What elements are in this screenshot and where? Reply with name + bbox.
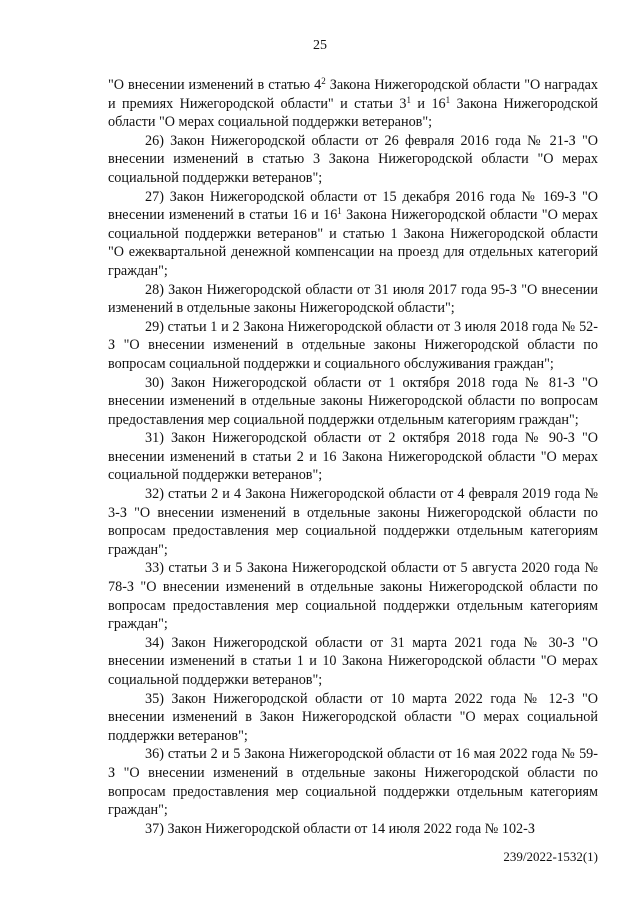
- text-run: 28) Закон Нижегородской области от 31 июля 2017 года 95-З "О внесении изменений в отдельные законы Нижегородской области";: [108, 281, 598, 317]
- paragraph: [108, 374, 598, 430]
- text-run: 34) Закон Нижегородской области от 31 марта 2021 года № 30-З "О внесении изменений в статьи 1 и 10 Закона Нижегородской области "О мерах социальной поддержки ветеранов";: [108, 634, 598, 688]
- document-body: [108, 76, 598, 838]
- paragraph: [108, 820, 598, 839]
- paragraph: [108, 559, 598, 633]
- text-run: 31) Закон Нижегородской области от 2 октября 2018 года № 90-З "О внесении изменений в статьи 2 и 16 Закона Нижегородской области "О мерах социальной поддержки ветеранов";: [108, 430, 598, 484]
- paragraph: [108, 745, 598, 819]
- text-run: Закона Нижегородской области "О мерах социальной поддержки ветеранов";: [108, 95, 598, 131]
- text-run: 30) Закон Нижегородской области от 1 октября 2018 года № 81-З "О внесении изменений в отдельные законы Нижегородской области по вопросам предоставления мер социальной поддержки отдельным категориям граждан";: [108, 374, 598, 428]
- superscript: 1: [406, 94, 412, 105]
- text-run: 29) статьи 1 и 2 Закона Нижегородской области от 3 июля 2018 года № 52-З "О внесении изменений в отдельные законы Нижегородской области по вопросам социальной поддержки и социального обслуживания граждан";: [108, 318, 598, 372]
- paragraph: [108, 634, 598, 690]
- page-number: 25: [313, 38, 327, 53]
- text-run: 37) Закон Нижегородской области от 14 июля 2022 года № 102-З: [145, 820, 535, 837]
- text-run: 26) Закон Нижегородской области от 26 февраля 2016 года № 21-З "О внесении изменений в статью 3 Закона Нижегородской области "О мерах социальной поддержки ветеранов";: [108, 132, 598, 186]
- text-run: "О внесении изменений в статью 4: [108, 77, 322, 93]
- paragraph: [108, 76, 598, 132]
- document-code: 239/2022-1532(1): [503, 849, 598, 864]
- paragraph: [108, 281, 598, 318]
- text-run: Закона Нижегородской области "О мерах социальной поддержки ветеранов" и статью 1 Закона Нижегородской области "О ежеквартальной денежной компенсации на проезд для отдельных категорий граждан";: [108, 207, 598, 279]
- text-run: 32) статьи 2 и 4 Закона Нижегородской области от 4 февраля 2019 года № 3-З "О внесении изменений в отдельные законы Нижегородской области по вопросам предоставления мер социальной поддержки отдельным категориям граждан";: [108, 486, 598, 558]
- superscript: 1: [445, 94, 451, 105]
- text-run: 33) статьи 3 и 5 Закона Нижегородской области от 5 августа 2020 года № 78-З "О внесении изменений в отдельные законы Нижегородской области по вопросам предоставления мер социальной поддержки отдельным категориям граждан";: [108, 560, 598, 633]
- text-run: Закона Нижегородской области "О наградах и премиях Нижегородской области" и статьи 3: [108, 77, 598, 112]
- superscript: 1: [337, 206, 342, 217]
- text-run: и 16: [411, 95, 446, 112]
- text-run: 35) Закон Нижегородской области от 10 марта 2022 года № 12-З "О внесении изменений в Закон Нижегородской области "О мерах социальной поддержки ветеранов";: [108, 690, 598, 744]
- paragraph: [108, 429, 598, 485]
- paragraph: [108, 690, 598, 746]
- superscript: 2: [321, 76, 326, 86]
- paragraph: [108, 485, 598, 559]
- paragraph: [108, 188, 598, 281]
- paragraph: [108, 318, 598, 374]
- text-run: 36) статьи 2 и 5 Закона Нижегородской области от 16 мая 2022 года № 59-З "О внесении изменений в отдельные законы Нижегородской области по вопросам предоставления мер социальной поддержки отдельным категориям граждан";: [108, 746, 598, 819]
- text-run: 27) Закон Нижегородской области от 15 декабря 2016 года № 169-З "О внесении изменений в статьи 16 и 16: [108, 188, 598, 224]
- paragraph: [108, 132, 598, 188]
